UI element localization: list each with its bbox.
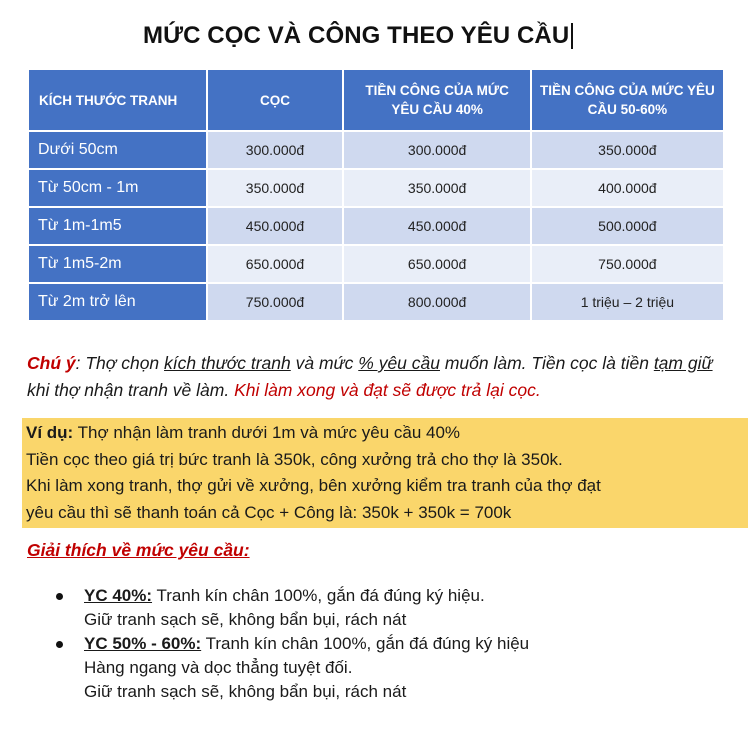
cell-fee-50-60: 400.000đ	[532, 170, 723, 206]
example-label: Ví dụ:	[26, 423, 74, 442]
bullet-icon	[56, 641, 63, 648]
list-item-label: YC 50% - 60%:	[84, 634, 202, 653]
cell-fee-40: 300.000đ	[344, 132, 529, 168]
page-title-text: MỨC CỌC VÀ CÔNG THEO YÊU CẦU	[143, 22, 570, 49]
explain-title: Giải thích về mức yêu cầu:	[27, 540, 250, 560]
table-row	[29, 170, 723, 206]
list-item-first-line	[84, 584, 716, 608]
list-item-line: Giữ tranh sạch sẽ, không bẩn bụi, rách nát	[84, 610, 407, 629]
cell-size: Dưới 50cm	[29, 132, 206, 168]
table-row	[29, 246, 723, 282]
note-text: khi thợ nhận tranh về làm.	[27, 380, 235, 400]
header-fee-50-60: TIỀN CÔNG CỦA MỨC YÊU CẦU 50-60%	[532, 70, 723, 130]
note-text: : Thợ chọn	[75, 353, 165, 373]
cell-size: Từ 50cm - 1m	[29, 170, 206, 206]
bullet-icon	[56, 593, 63, 600]
note-text: muốn làm. Tiền cọc là tiền	[439, 353, 654, 373]
example-line	[26, 420, 748, 447]
note-paragraph	[27, 350, 727, 404]
cell-fee-50-60: 750.000đ	[532, 246, 723, 282]
example-line: Tiền cọc theo giá trị bức tranh là 350k, công xưởng trả cho thợ là 350k.	[26, 449, 563, 469]
table-row	[29, 208, 723, 244]
header-fee-40: TIỀN CÔNG CỦA MỨC YÊU CẦU 40%	[344, 70, 529, 130]
list-item-text: Tranh kín chân 100%, gắn đá đúng ký hiệu.	[152, 586, 485, 605]
cell-deposit: 350.000đ	[208, 170, 343, 206]
cell-fee-50-60: 500.000đ	[532, 208, 723, 244]
list-item-first-line	[84, 632, 716, 656]
cell-fee-40: 450.000đ	[344, 208, 529, 244]
cell-fee-40: 800.000đ	[344, 284, 529, 320]
cell-size: Từ 2m trở lên	[29, 284, 206, 320]
cell-deposit: 750.000đ	[208, 284, 343, 320]
example-line: Khi làm xong tranh, thợ gửi về xưởng, bên xưởng kiểm tra tranh của thợ đạt	[26, 476, 601, 495]
cell-fee-50-60: 350.000đ	[532, 132, 723, 168]
pricing-table	[27, 68, 725, 322]
note-underline-size: kích thước tranh	[164, 353, 291, 373]
cell-fee-40: 350.000đ	[344, 170, 529, 206]
cell-fee-50-60: 1 triệu – 2 triệu	[532, 284, 723, 320]
cell-fee-40: 650.000đ	[344, 246, 529, 282]
explain-list	[56, 584, 716, 704]
table-row	[29, 284, 723, 320]
note-underline-percent: % yêu cầu	[358, 353, 440, 373]
note-underline-hold: tạm giữ	[653, 353, 713, 373]
example-text: Thợ nhận làm tranh dưới 1m và mức yêu cầu 40%	[73, 423, 461, 442]
page-title	[143, 20, 573, 52]
text-cursor	[571, 23, 573, 49]
header-size: KÍCH THƯỚC TRANH	[29, 70, 206, 130]
example-line: yêu cầu thì sẽ thanh toán cả Cọc + Công là: 350k + 350k = 700k	[26, 502, 512, 522]
cell-deposit: 450.000đ	[208, 208, 343, 244]
note-red-text: Khi làm xong và đạt sẽ được trả lại cọc.	[234, 380, 541, 400]
list-item	[56, 584, 716, 632]
cell-deposit: 650.000đ	[208, 246, 343, 282]
cell-deposit: 300.000đ	[208, 132, 343, 168]
list-item-line: Hàng ngang và dọc thẳng tuyệt đối.	[84, 658, 353, 677]
cell-size: Từ 1m5-2m	[29, 246, 206, 282]
list-item-text: Tranh kín chân 100%, gắn đá đúng ký hiệu	[201, 634, 530, 653]
table-row	[29, 132, 723, 168]
example-box	[22, 418, 748, 528]
cell-size: Từ 1m-1m5	[29, 208, 206, 244]
note-text: và mức	[290, 353, 359, 373]
note-label: Chú ý	[27, 353, 76, 373]
list-item	[56, 632, 716, 704]
header-deposit: CỌC	[208, 70, 343, 130]
list-item-label: YC 40%:	[84, 586, 153, 605]
list-item-line: Giữ tranh sạch sẽ, không bẩn bụi, rách nát	[84, 682, 407, 701]
table-header-row	[29, 70, 723, 130]
